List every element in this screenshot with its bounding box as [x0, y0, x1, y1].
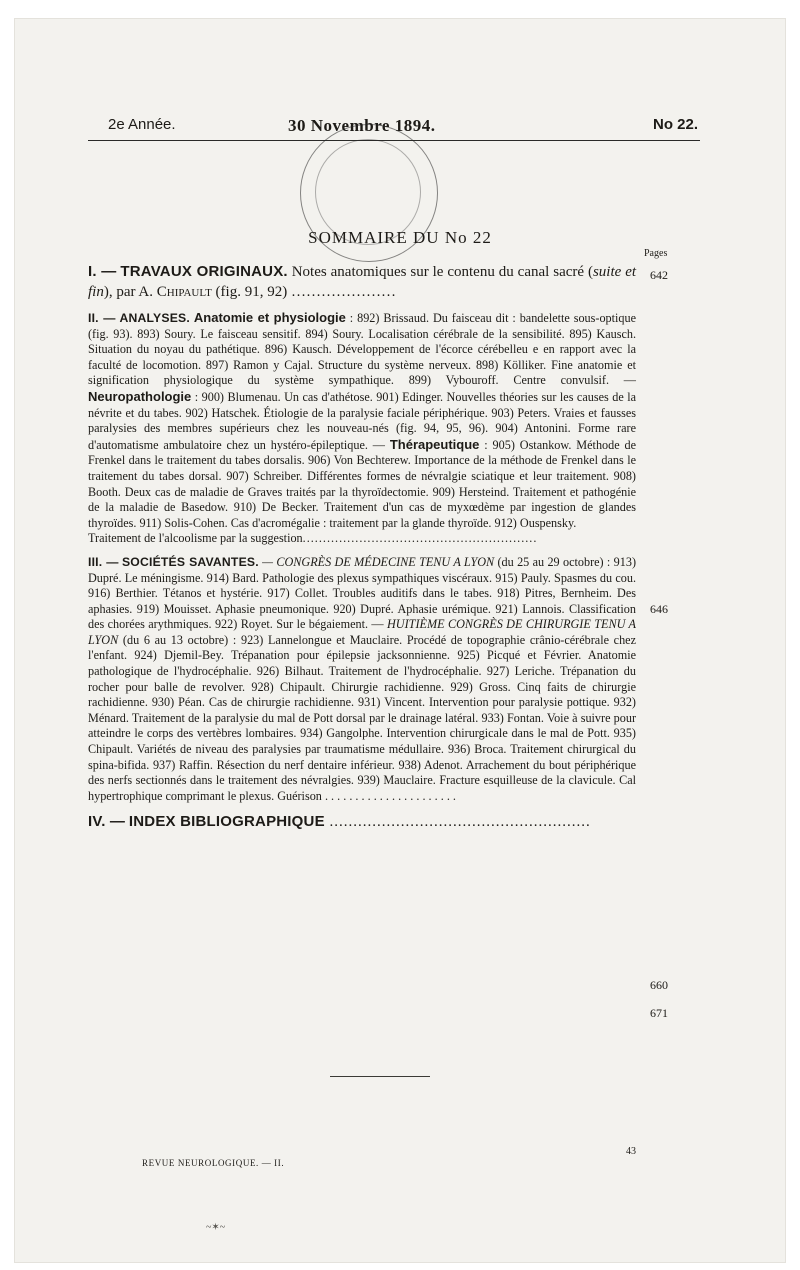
entry-author: Chipault [156, 284, 212, 300]
entry-text: : 900) Blumenau. Un cas d'athétose. 901) Edinger. Nouvelles théories sur les causes de la névrite et du tabes. 902) Hatschek. Étiologie de la paralysie faciale périphérique. 903) Peters. Vraies et fausses paralysies des membres supérieurs chez les nouveau-nés (fig. 94, 95, 96). 904) Antonini. Forme rare d'automatisme ambulatoire chez un hystéro-épileptique. — [88, 389, 637, 452]
congress-title: — CONGRÈS DE MÉDECINE TENU A LYON [262, 554, 495, 569]
section-numeral: II. — [88, 311, 116, 325]
section-3 [88, 555, 636, 805]
page-number-s1: 642 [650, 268, 668, 282]
entry-text: ), par A. [103, 284, 157, 300]
section-heading: TRAVAUX ORIGINAUX. [120, 263, 288, 280]
section-2 [88, 310, 636, 547]
journal-footer: REVUE NEUROLOGIQUE. — II. [142, 1158, 285, 1168]
section-heading: ANALYSES. [119, 311, 190, 325]
leader-dots: .......................................................... [302, 531, 538, 546]
entry-text: (fig. 91, 92) [211, 284, 288, 300]
subheading-neuropathologie: Neuropathologie [88, 388, 192, 404]
page-number-s4: 671 [650, 1006, 668, 1020]
page-title: SOMMAIRE DU No 22 [308, 228, 492, 247]
printer-mark: ~✶~ [206, 1222, 226, 1233]
leader-dots: . . . . . . . . . . . . . . . . . . . . . . [324, 788, 456, 803]
page-number-s3: 660 [650, 978, 668, 992]
signature-number: 43 [626, 1146, 636, 1157]
entry-text: Notes anatomiques sur le contenu du canal sacré ( [291, 264, 593, 280]
leader-dots: ....................................................... [324, 814, 591, 831]
section-divider [330, 1076, 430, 1077]
section-numeral: I. — [88, 263, 117, 280]
page-number-s2: 646 [650, 602, 668, 616]
section-1 [88, 262, 636, 302]
entry-italic: suite et fin [88, 264, 637, 300]
entry-text: : 892) Brissaud. Du faisceau dit : bandelette sous-optique (fig. 93). 893) Soury. Le faisceau sensitif. 894) Soury. Localisation cérébrale de la sensibilité. 895) Kausch. Situation du noyau du pathétique. 896) Kausch. Développement de l'écorce cérébelleu e en rapport avec la faculté de locomotion. 897) Ramon y Cajal. Structure du système nerveux. 898) Kölliker. Fine anatomie et signification physiologique du système sympathique. 899) Vybouroff. Centre convulsif. — [88, 311, 636, 388]
congress-title: HUITIÈME CONGRÈS DE CHIRURGIE TENU A LYON [88, 617, 636, 647]
section-numeral: IV. — [88, 813, 126, 831]
entry-last-line [88, 531, 636, 547]
issue-date: 30 Novembre 1894. [288, 116, 436, 135]
subheading-anatomie: Anatomie et physiologie [193, 310, 346, 325]
section-numeral: III. — [88, 554, 119, 569]
entry-text: (du 25 au 29 octobre) : 913) Dupré. Le méningisme. 914) Bard. Pathologie des plexus sympathiques viscéraux. 915) Pauly. Spasmes du cou. 916) Berthier. Tétanos et hystérie. 917) Collet. Troubles auditifs dans le tabes. 918) Pitres, Bernheim. Des aphasies. 919) Mouisset. Aphasie pneumonique. 920) Dupré. Aphasie urémique. 921) Lannois. Classification des chorées arythmiques. 922) Royet. Sur le bégaiement. — [88, 554, 636, 632]
issue-number: No 22. [652, 116, 698, 133]
entry-text: Traitement de l'alcoolisme par la suggestion [88, 531, 303, 546]
section-heading: SOCIÉTÉS SAVANTES. [121, 554, 259, 569]
section-4 [88, 812, 636, 832]
volume-year: 2e Année. [108, 116, 176, 133]
contents-body [88, 262, 636, 840]
entry-text: (du 6 au 13 octobre) : 923) Lannelongue et Mauclaire. Procédé de topographie crânio-cérébrale chez l'enfant. 924) Djemil-Bey. Trépanation pour épilepsie jacksonnienne. 925) Picqué et Février. Anatomie pathologique de l'hydrocéphalie. 926) Bilhaut. Traitement de l'hydrocéphalie. 927) Leriche. Trépanation du rocher pour balle de revolver. 928) Chipault. Chirurgie rachidienne. 929) Gross. Cinq faits de chirurgie rachidienne. 930) Péan. Cas de chirurgie rachidienne. 931) Vincent. Intervention pour paralysie pottique. 932) Ménard. Traitement de la paralysie du mal de Pott dorsal par le drainage latéral. 933) Fontan. Voie à suivre pour atteindre le corps des vertèbres lombaires. 934) Gangolphe. Intervention chirurgicale dans le mal de Pott. 935) Chipault. Variétés de niveau des paralysies par traumatisme médullaire. 936) Broca. Traitement chirurgical du spina-bifida. 937) Raffin. Résection du nerf dentaire inférieur. 938) Adenot. Arrachement du bout périphérique des nerfs sectionnés dans le traitement des névralgies. 939) Mauclaire. Fracture esquilleuse de la clavicule. Cal hypertrophique comprimant le plexus. Guérison [88, 632, 636, 803]
subheading-therapeutique: Thérapeutique [389, 436, 480, 452]
pages-column-label: Pages [644, 248, 668, 259]
entry-text: : 905) Ostankow. Méthode de Frenkel dans le traitement du tabes dorsalis. 906) Von Bechterew. Importance de la méthode de Frenkel dans le traitement du tabes dorsal. 907) Schreiber. Différentes formes de névralgie sciatique et leur traitement. 908) Booth. Deux cas de maladie de Graves traités par la thyroïdectomie. 909) Hersteind. Traitement et pathogénie de la maladie de Basedow. 910) De Becker. Traitement d'un cas de myxœdème par ingestion de glandes thyroïdes. 911) Solis-Cohen. Cas d'acromégalie : traitement par la glande thyroïde. 912) Ouspensky. [88, 437, 637, 530]
section-heading: INDEX BIBLIOGRAPHIQUE [128, 813, 325, 831]
leader-dots: ………………… [290, 284, 396, 300]
